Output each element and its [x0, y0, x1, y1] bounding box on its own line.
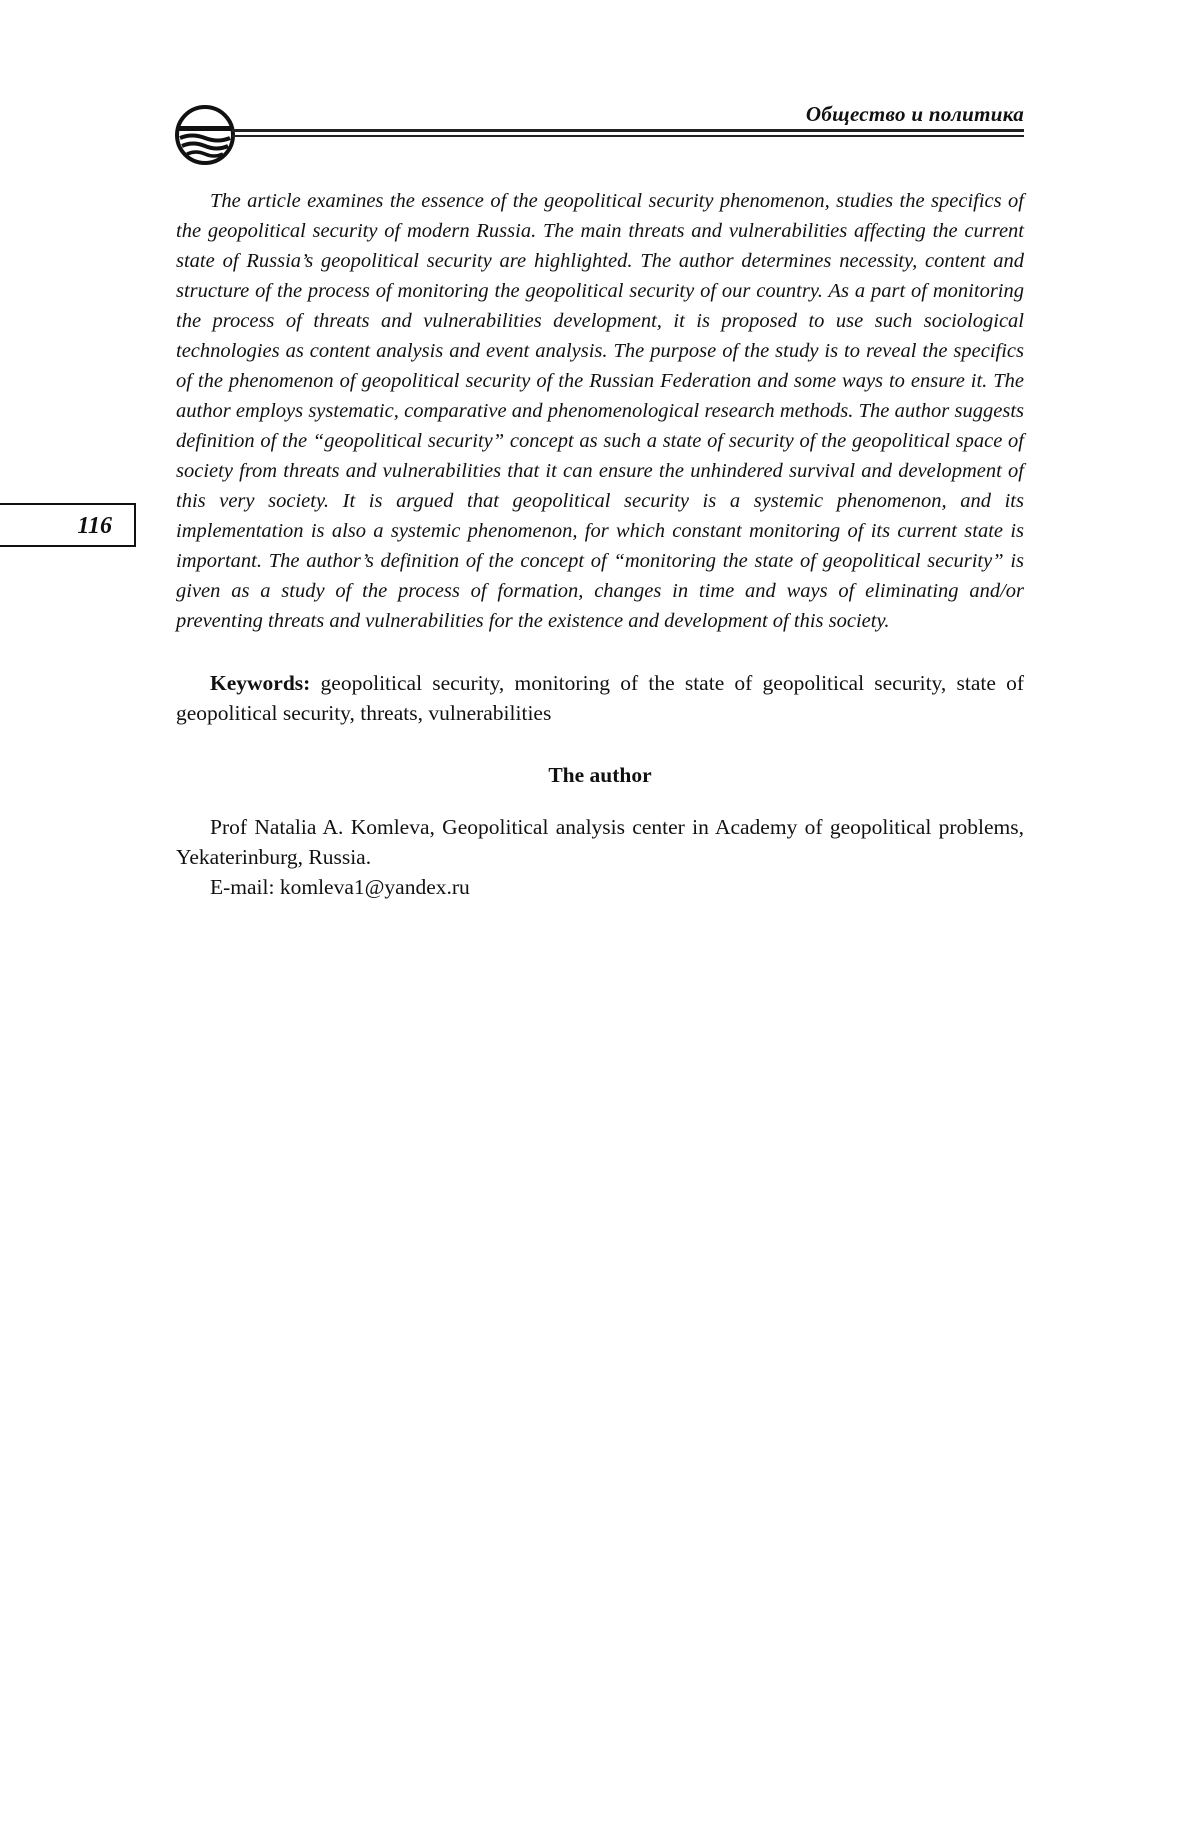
- abstract: The article examines the essence of the geopolitical security phenomenon, studies the specifics of the geopolitical security of modern Russia. The main threats and vulnerabilities affecting the current state of Russia’s geopolitical security are highlighted. The author determines necessity, content and structure of the process of monitoring the geopolitical security of our country. As a part of monitoring the process of threats and vulnerabilities development, it is proposed to use such sociological technologies as content analysis and event analysis. The purpose of the study is to reveal the specifics of the phenomenon of geopolitical security of the Russian Federation and some ways to ensure it. The author employs systematic, comparative and phenomenological research methods. The author suggests definition of the “geopolitical security” concept as such a state of security of the geopolitical space of society from threats and vulnerabilities that it can ensure the unhindered survival and development of this very society. It is argued that geopolitical security is a systemic phenomenon, and its implementation is also a systemic phenomenon, for which constant monitoring of its current state is important. The author’s definition of the concept of “monitoring the state of geopolitical security” is given as a study of the process of formation, changes in time and ways of eliminating and/or preventing threats and vulnerabilities for the existence and development of this society.: [176, 190, 1024, 632]
- page-number-box: [0, 503, 136, 547]
- keywords-text: geopolitical security, monitoring of the state of geopolitical security, state of geopolitical security, threats, vulnerabilities: [176, 671, 1025, 725]
- article-content: [176, 186, 1024, 902]
- journal-wave-emblem-icon: [174, 104, 236, 166]
- header-rule: [232, 129, 1024, 138]
- keywords: [176, 668, 1024, 728]
- author-heading: The author: [548, 763, 652, 787]
- author-info: Prof Natalia A. Komleva, Geopolitical analysis center in Academy of geopolitical problems, Yekaterinburg, Russia.: [176, 815, 1024, 869]
- keywords-label: Keywords:: [210, 671, 311, 695]
- running-head: Общество и политика: [805, 102, 1024, 126]
- page-number: 116: [77, 513, 112, 539]
- author-email: E-mail: komleva1@yandex.ru: [210, 875, 470, 899]
